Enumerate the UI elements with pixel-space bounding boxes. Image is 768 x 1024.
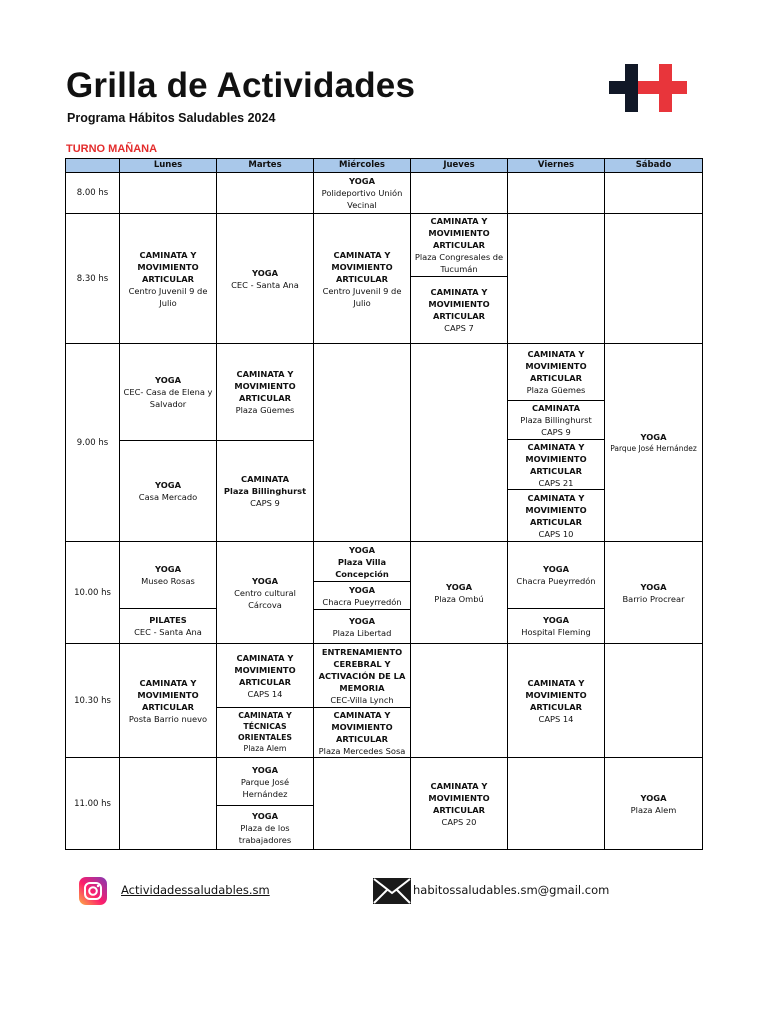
instagram-link[interactable]: Actividadessaludables.sm bbox=[121, 883, 270, 897]
activity-cell: YOGA Plaza Villa Concepción bbox=[314, 542, 411, 582]
instagram-icon[interactable] bbox=[79, 877, 107, 905]
activity-cell: CAMINATA Y MOVIMIENTO ARTICULAR Centro Juvenil 9 de Julio bbox=[120, 214, 217, 344]
envelope-icon[interactable] bbox=[373, 878, 411, 904]
cell-empty bbox=[508, 173, 605, 214]
logo-icon bbox=[609, 64, 687, 112]
cell-empty bbox=[120, 758, 217, 849]
activity-cell: CAMINATA Y MOVIMIENTO ARTICULAR Centro Juvenil 9 de Julio bbox=[314, 214, 411, 344]
header-corner bbox=[66, 159, 120, 173]
activity-cell: CAMINATA Plaza Billinghurst CAPS 9 bbox=[508, 401, 605, 440]
cell-empty bbox=[314, 344, 411, 542]
shift-label: TURNO MAÑANA bbox=[66, 143, 158, 155]
day-header-jueves: Jueves bbox=[411, 159, 508, 173]
time-10-00: 10.00 hs bbox=[66, 542, 120, 644]
cell-empty bbox=[217, 173, 314, 214]
activity-cell: YOGA Plaza Alem bbox=[630, 792, 677, 815]
activity-cell: YOGA Parque José Hernández bbox=[605, 344, 702, 542]
day-header-miercoles: Miércoles bbox=[314, 159, 411, 173]
time-8-00: 8.00 hs bbox=[66, 173, 120, 214]
schedule-grid bbox=[65, 158, 703, 850]
activity-cell: YOGA Plaza Libertad bbox=[314, 610, 411, 644]
page-title: Grilla de Actividades bbox=[66, 66, 416, 105]
activity-cell: CAMINATA Y MOVIMIENTO ARTICULAR CAPS 21 bbox=[508, 440, 605, 490]
cell-empty bbox=[508, 214, 605, 344]
cell-empty bbox=[605, 173, 702, 214]
activity-cell: YOGA Centro cultural Cárcova bbox=[217, 542, 314, 644]
activity-cell: CAMINATA Plaza Billinghurst CAPS 9 bbox=[217, 441, 314, 542]
time-11-00: 11.00 hs bbox=[66, 758, 120, 849]
activity-cell: CAMINATA Y MOVIMIENTO ARTICULAR CAPS 14 bbox=[217, 644, 314, 708]
activity-cell: CAMINATA Y MOVIMIENTO ARTICULAR Posta Barrio nuevo bbox=[120, 644, 217, 758]
time-10-30: 10.30 hs bbox=[66, 644, 120, 758]
activity-cell: ENTRENAMIENTO CEREBRAL Y ACTIVACIÓN DE LA MEMORIA CEC-Villa Lynch bbox=[314, 644, 411, 708]
activity-cell: YOGA Chacra Pueyrredón bbox=[508, 542, 605, 609]
activity-cell: CAMINATA Y MOVIMIENTO ARTICULAR Plaza Mercedes Sosa bbox=[314, 708, 411, 758]
cell-empty bbox=[411, 644, 508, 758]
time-9-00: 9.00 hs bbox=[66, 344, 120, 542]
day-header-viernes: Viernes bbox=[508, 159, 605, 173]
activity-cell: CAMINATA Y MOVIMIENTO ARTICULAR CAPS 10 bbox=[508, 490, 605, 542]
activity-cell: YOGA Hospital Fleming bbox=[508, 609, 605, 644]
activity-cell: YOGA Chacra Pueyrredón bbox=[314, 582, 411, 610]
activity-cell: CAMINATA Y MOVIMIENTO ARTICULAR CAPS 14 bbox=[508, 644, 605, 758]
cell-empty bbox=[411, 173, 508, 214]
day-header-lunes: Lunes bbox=[120, 159, 217, 173]
activity-cell: YOGA Plaza de los trabajadores bbox=[217, 806, 314, 849]
activity-cell: CAMINATA Y MOVIMIENTO ARTICULAR Plaza Congresales de Tucumán bbox=[411, 214, 508, 277]
cell-empty bbox=[605, 214, 702, 344]
day-header-sabado: Sábado bbox=[605, 159, 702, 173]
activity-cell: CAMINATA Y MOVIMIENTO ARTICULAR Plaza Güemes bbox=[508, 344, 605, 401]
cell-empty bbox=[508, 758, 605, 849]
cell-empty bbox=[314, 758, 411, 849]
activity-cell: YOGA Museo Rosas bbox=[120, 542, 217, 609]
activity-cell: PILATES CEC - Santa Ana bbox=[120, 609, 217, 644]
activity-cell: CAMINATA Y TÉCNICAS ORIENTALES Plaza Alem bbox=[217, 708, 314, 758]
activity-cell: YOGA CEC - Santa Ana bbox=[217, 214, 314, 344]
activity-cell: YOGA Parque José Hernández bbox=[217, 758, 314, 806]
activity-cell: CAMINATA Y MOVIMIENTO ARTICULAR Plaza Güemes bbox=[217, 344, 314, 441]
page-subtitle: Programa Hábitos Saludables 2024 bbox=[67, 111, 276, 125]
activity-cell: YOGA Barrio Procrear bbox=[605, 542, 702, 644]
activity-cell: YOGA Plaza Ombú bbox=[411, 542, 508, 644]
time-8-30: 8.30 hs bbox=[66, 214, 120, 344]
cell-empty bbox=[605, 644, 702, 758]
activity-cell: YOGA Casa Mercado bbox=[120, 441, 217, 542]
email-link[interactable]: habitossaludables.sm@gmail.com bbox=[413, 883, 610, 897]
activity-cell: CAMINATA Y MOVIMIENTO ARTICULAR CAPS 20 bbox=[411, 758, 508, 849]
activity-cell: YOGA CEC- Casa de Elena y Salvador bbox=[120, 344, 217, 441]
cell-empty bbox=[411, 344, 508, 542]
activity-cell: YOGA Polideportivo Unión Vecinal bbox=[314, 173, 411, 214]
cell-empty bbox=[120, 173, 217, 214]
activity-cell: CAMINATA Y MOVIMIENTO ARTICULAR CAPS 7 bbox=[411, 277, 508, 344]
day-header-martes: Martes bbox=[217, 159, 314, 173]
